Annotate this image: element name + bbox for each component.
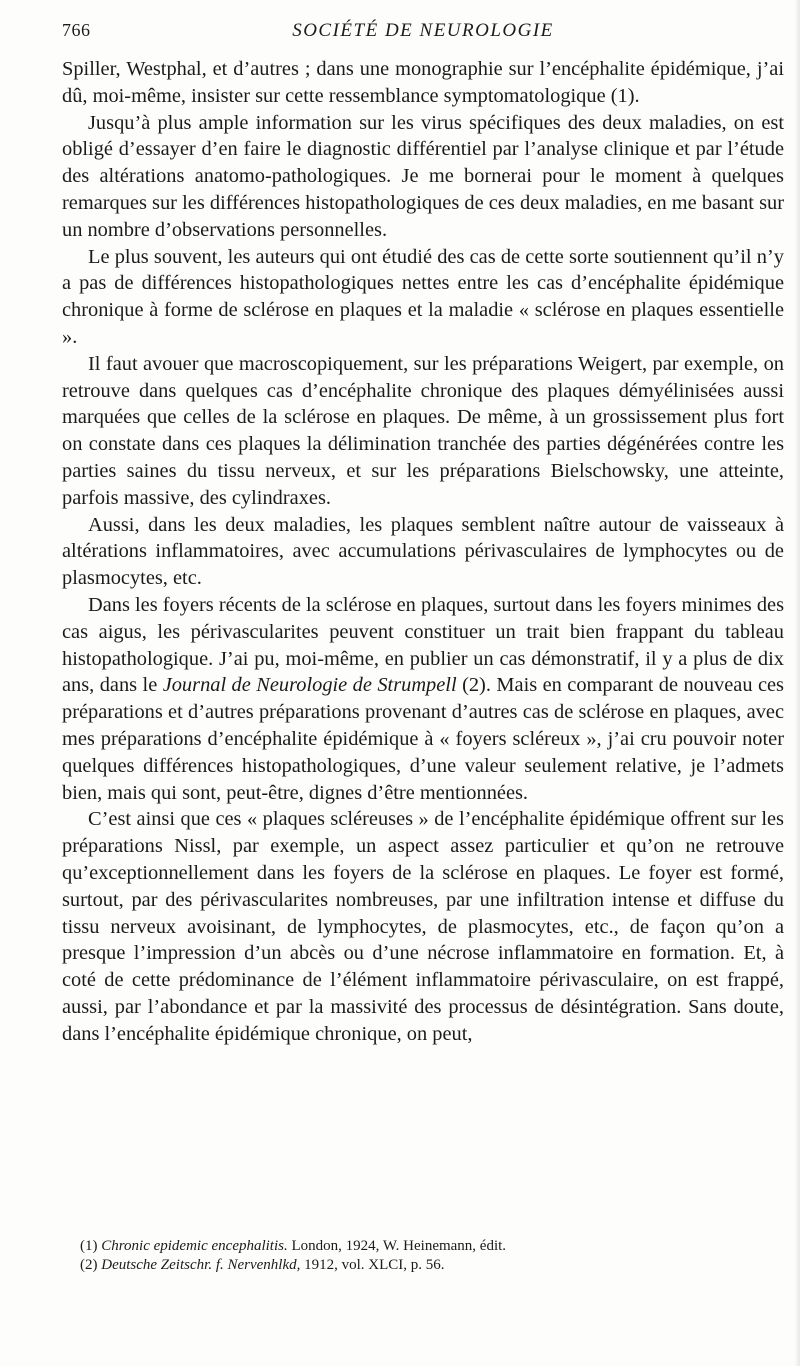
journal-title: Journal de Neurologie de Strumpell xyxy=(162,674,457,697)
page-edge-shadow xyxy=(794,0,800,1366)
footnote-title: Deutsche Zeitschr. f. Nervenhlkd, xyxy=(101,1256,301,1273)
footnote-marker: (2) xyxy=(80,1256,102,1273)
paragraph xyxy=(62,512,784,592)
text-segment: Jusqu’à plus ample information sur les virus spécifiques des deux maladies, on est obligé d’essayer d’en faire le diagnostic différentiel par l’analyse clinique et par l’étude des altérations anatomo-pathologiques. Je me bornerai pour le moment à quelques remarques sur les différences histopathologiques de ces deux maladies, en me basant sur un nombre d’observations personnelles. xyxy=(62,111,784,241)
footnote-text: 1912, vol. XLCI, p. 56. xyxy=(300,1256,445,1273)
text-segment: C’est ainsi que ces « plaques scléreuses » de l’encéphalite épidémique offrent sur les préparations Nissl, par exemple, un aspect assez particulier et qu’on ne retrouve qu’exceptionnellement dans les foyers de la sclérose en plaques. Le foyer est formé, surtout, par des périvascularites nombreuses, par une infiltration intense et diffuse du tissu nerveux avoisinant, de lymphocytes, de plasmocytes, etc., de façon qu’on a presque l’impression d’un abcès ou d’une nécrose inflammatoire en formation. Et, à coté de cette prédominance de l’élément inflammatoire périvasculaire, on est frappé, aussi, par l’abondance et par la massivité des processus de désintégration. Sans doute, dans l’encéphalite épidémique chronique, on peut, xyxy=(62,808,784,1045)
footnote-marker: (1) xyxy=(80,1238,102,1254)
paragraph xyxy=(62,351,784,512)
footnote-text: London, 1924, W. Heinemann, édit. xyxy=(287,1238,507,1254)
paragraph xyxy=(62,110,784,244)
page-number: 766 xyxy=(62,20,91,40)
paragraph xyxy=(62,56,784,110)
text-segment: Aussi, dans les deux maladies, les plaques semblent naître autour de vaisseaux à altérations inflammatoires, avec accumulations périvasculaires de lymphocytes ou de plasmocytes, etc. xyxy=(62,513,784,590)
text-segment: Dans les foyers récents de la sclérose en plaques, surtout dans les foyers minimes des cas aigus, les périvascularites peuvent constituer un trait bien frappant du tableau histopathologique. J’ai pu, moi-même, en publier un cas démonstratif, il y a plus de dix ans, dans le xyxy=(62,593,784,697)
footnote xyxy=(80,1237,780,1256)
text-segment: Spiller, Westphal, et d’autres ; dans une monographie sur l’encéphalite épidémique, j’ai dû, moi-même, insister sur cette ressemblance symptomatologique (1). xyxy=(62,58,784,107)
paragraph xyxy=(62,806,784,1047)
paragraph xyxy=(62,244,784,351)
running-title: SOCIÉTÉ DE NEUROLOGIE xyxy=(292,20,554,41)
body-text xyxy=(62,56,784,1047)
footnote xyxy=(80,1256,780,1275)
paragraph xyxy=(62,592,784,806)
running-head xyxy=(62,20,784,46)
footnote-title: Chronic epidemic encephalitis. xyxy=(101,1238,288,1254)
footnotes xyxy=(80,1237,780,1274)
text-segment: (2). Mais en comparant de nouveau ces préparations et d’autres préparations provenant d’autres cas de sclérose en plaques, avec mes préparations d’encéphalite épidémique à « foyers scléreux », j’ai cru pouvoir noter quelques différences histopathologiques, d’une valeur seulement relative, je l’admets bien, mais qui sont, peut-être, dignes d’être mentionnées. xyxy=(62,674,784,804)
text-segment: Le plus souvent, les auteurs qui ont étudié des cas de cette sorte soutiennent qu’il n’y a pas de différences histopathologiques nettes entre les cas d’encéphalite épidémique chronique à forme de sclérose en plaques et la maladie « sclérose en plaques essentielle ». xyxy=(62,245,784,348)
text-segment: Il faut avouer que macroscopiquement, sur les préparations Weigert, par exemple, on retrouve dans quelques cas d’encéphalite chronique des plaques démyélinisées aussi marquées que celles de la sclérose en plaques. De même, à un grossissement plus fort on constate dans ces plaques la délimination tranchée des parties dégénérées contre les parties saines du tissu nerveux, et sur les préparations Bielschowsky, une atteinte, parfois massive, des cylindraxes. xyxy=(62,352,784,509)
